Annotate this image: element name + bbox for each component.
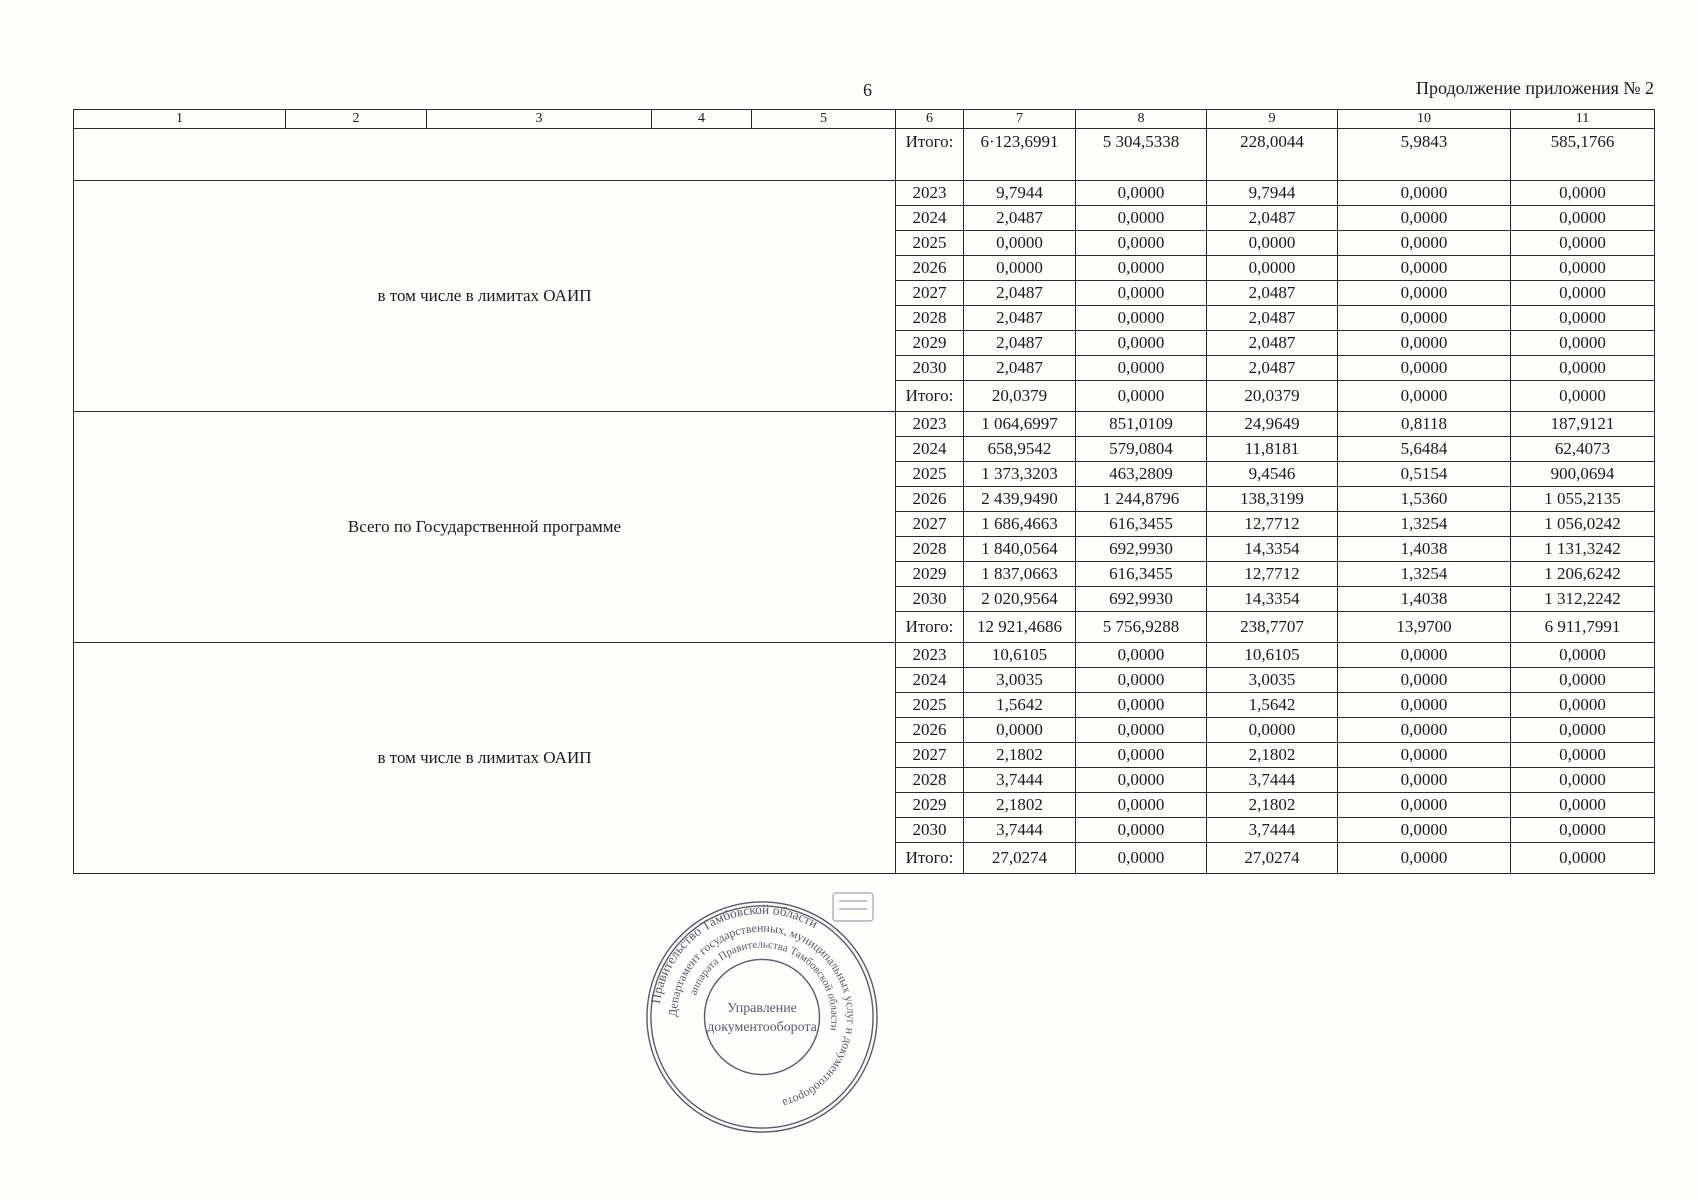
value-cell: 228,0044 — [1207, 129, 1338, 181]
value-cell: 14,3354 — [1207, 537, 1338, 562]
value-cell: 12 921,4686 — [964, 612, 1076, 643]
value-cell: 3,7444 — [964, 768, 1076, 793]
value-cell: 0,0000 — [1511, 231, 1655, 256]
value-cell: 1 373,3203 — [964, 462, 1076, 487]
value-cell: 1,5642 — [1207, 693, 1338, 718]
value-cell: 900,0694 — [1511, 462, 1655, 487]
value-cell: 0,0000 — [1076, 668, 1207, 693]
value-cell: 24,9649 — [1207, 412, 1338, 437]
year-cell: 2030 — [896, 356, 964, 381]
value-cell: 2,1802 — [964, 793, 1076, 818]
value-cell: 0,0000 — [1076, 718, 1207, 743]
year-cell: 2024 — [896, 668, 964, 693]
value-cell: 851,0109 — [1076, 412, 1207, 437]
value-cell: 0,0000 — [1338, 643, 1511, 668]
value-cell: 5,9843 — [1338, 129, 1511, 181]
value-cell: 3,0035 — [964, 668, 1076, 693]
section-label: в том числе в лимитах ОАИП — [74, 181, 896, 412]
year-cell: 2023 — [896, 181, 964, 206]
value-cell: 1 055,2135 — [1511, 487, 1655, 512]
value-cell: 0,0000 — [1338, 843, 1511, 874]
value-cell: 5 304,5338 — [1076, 129, 1207, 181]
top-total-row — [74, 129, 1655, 181]
value-cell: 0,0000 — [1076, 231, 1207, 256]
value-cell: 0,0000 — [1076, 768, 1207, 793]
value-cell: 27,0274 — [964, 843, 1076, 874]
value-cell: 187,9121 — [1511, 412, 1655, 437]
value-cell: 0,0000 — [1076, 181, 1207, 206]
value-cell: 0,0000 — [1338, 793, 1511, 818]
year-cell: 2026 — [896, 487, 964, 512]
header-cell: 11 — [1511, 110, 1655, 129]
value-cell: 0,0000 — [1076, 381, 1207, 412]
year-cell: 2030 — [896, 818, 964, 843]
value-cell: 0,0000 — [1076, 206, 1207, 231]
value-cell: 20,0379 — [964, 381, 1076, 412]
value-cell: 1 686,4663 — [964, 512, 1076, 537]
header-cell: 5 — [752, 110, 896, 129]
value-cell: 0,0000 — [1076, 793, 1207, 818]
value-cell: 0,0000 — [1338, 181, 1511, 206]
value-cell: 9,7944 — [1207, 181, 1338, 206]
value-cell: 2,0487 — [1207, 206, 1338, 231]
value-cell: 0,0000 — [964, 256, 1076, 281]
stamp-center-line2: документооборота — [707, 1019, 817, 1035]
value-cell: 2,0487 — [964, 206, 1076, 231]
value-cell: 10,6105 — [1207, 643, 1338, 668]
header-row — [74, 110, 1655, 129]
value-cell: 0,0000 — [1511, 693, 1655, 718]
header-cell: 9 — [1207, 110, 1338, 129]
value-cell: 0,0000 — [1511, 181, 1655, 206]
table-body — [74, 110, 1655, 874]
value-cell: 585,1766 — [1511, 129, 1655, 181]
value-cell: 0,0000 — [1511, 743, 1655, 768]
value-cell: 0,5154 — [1338, 462, 1511, 487]
budget-table — [73, 109, 1655, 874]
value-cell: 13,9700 — [1338, 612, 1511, 643]
value-cell: 0,0000 — [1076, 281, 1207, 306]
value-cell: 2,0487 — [1207, 306, 1338, 331]
value-cell: 3,7444 — [1207, 768, 1338, 793]
official-stamp — [643, 898, 881, 1136]
value-cell: 0,0000 — [1338, 668, 1511, 693]
value-cell: 9,4546 — [1207, 462, 1338, 487]
value-cell: 0,0000 — [1076, 818, 1207, 843]
value-cell: 1,4038 — [1338, 587, 1511, 612]
value-cell: 3,7444 — [1207, 818, 1338, 843]
value-cell: 2 020,9564 — [964, 587, 1076, 612]
year-cell: 2026 — [896, 256, 964, 281]
year-row — [74, 643, 1655, 668]
year-cell: 2025 — [896, 462, 964, 487]
year-cell: 2029 — [896, 562, 964, 587]
value-cell: 2,1802 — [1207, 743, 1338, 768]
value-cell: 0,0000 — [1511, 306, 1655, 331]
value-cell: 0,0000 — [1511, 843, 1655, 874]
value-cell: 0,0000 — [1511, 768, 1655, 793]
value-cell: 2,0487 — [964, 306, 1076, 331]
value-cell: 692,9930 — [1076, 587, 1207, 612]
value-cell: 0,0000 — [1511, 256, 1655, 281]
year-cell: 2030 — [896, 587, 964, 612]
value-cell: 238,7707 — [1207, 612, 1338, 643]
value-cell: 10,6105 — [964, 643, 1076, 668]
header-cell: 8 — [1076, 110, 1207, 129]
year-row — [74, 181, 1655, 206]
value-cell: 3,7444 — [964, 818, 1076, 843]
value-cell: 1,3254 — [1338, 562, 1511, 587]
value-cell: 12,7712 — [1207, 512, 1338, 537]
value-cell: 62,4073 — [1511, 437, 1655, 462]
stamp-center-line1: Управление — [727, 1001, 797, 1017]
value-cell: 616,3455 — [1076, 562, 1207, 587]
value-cell: 6 911,7991 — [1511, 612, 1655, 643]
value-cell: 0,0000 — [1338, 231, 1511, 256]
value-cell: 0,0000 — [1511, 281, 1655, 306]
total-label: Итого: — [896, 843, 964, 874]
value-cell: 5,6484 — [1338, 437, 1511, 462]
value-cell: 0,0000 — [1511, 643, 1655, 668]
value-cell: 1,3254 — [1338, 512, 1511, 537]
header-cell: 3 — [427, 110, 652, 129]
value-cell: 1 064,6997 — [964, 412, 1076, 437]
year-cell: 2027 — [896, 512, 964, 537]
value-cell: 2,0487 — [1207, 331, 1338, 356]
value-cell: 2,0487 — [1207, 281, 1338, 306]
value-cell: 0,0000 — [1511, 818, 1655, 843]
value-cell: 0,0000 — [1338, 743, 1511, 768]
value-cell: 0,0000 — [1338, 356, 1511, 381]
value-cell: 0,0000 — [1511, 206, 1655, 231]
value-cell: 2,0487 — [1207, 356, 1338, 381]
year-cell: 2024 — [896, 206, 964, 231]
value-cell: 1,5642 — [964, 693, 1076, 718]
value-cell: 0,0000 — [1076, 306, 1207, 331]
year-cell: 2025 — [896, 231, 964, 256]
page-number: 6 — [863, 80, 872, 100]
value-cell: 6·123,6991 — [964, 129, 1076, 181]
total-label: Итого: — [896, 612, 964, 643]
value-cell: 0,0000 — [1511, 331, 1655, 356]
value-cell: 0,0000 — [1338, 306, 1511, 331]
value-cell: 0,0000 — [1338, 281, 1511, 306]
value-cell: 0,0000 — [1511, 793, 1655, 818]
stamp-middle-text: Департамент государственных, муниципальных услуг и документооборота — [665, 920, 859, 1111]
total-label: Итого: — [896, 381, 964, 412]
year-cell: 2025 — [896, 693, 964, 718]
value-cell: 2,0487 — [964, 281, 1076, 306]
header-cell: 10 — [1338, 110, 1511, 129]
continuation-title: Продолжение приложения № 2 — [1416, 78, 1655, 98]
section-label: Всего по Государственной программе — [74, 412, 896, 643]
value-cell: 0,0000 — [964, 231, 1076, 256]
value-cell: 1 056,0242 — [1511, 512, 1655, 537]
header-cell: 2 — [286, 110, 427, 129]
year-cell: 2028 — [896, 768, 964, 793]
section-label: в том числе в лимитах ОАИП — [74, 643, 896, 874]
value-cell: 0,0000 — [964, 718, 1076, 743]
value-cell: 1,5360 — [1338, 487, 1511, 512]
header-cell: 6 — [896, 110, 964, 129]
year-cell: 2028 — [896, 306, 964, 331]
value-cell: 1 840,0564 — [964, 537, 1076, 562]
value-cell: 2 439,9490 — [964, 487, 1076, 512]
value-cell: 0,0000 — [1338, 693, 1511, 718]
value-cell: 5 756,9288 — [1076, 612, 1207, 643]
value-cell: 0,0000 — [1511, 381, 1655, 412]
value-cell: 14,3354 — [1207, 587, 1338, 612]
value-cell: 0,0000 — [1511, 668, 1655, 693]
value-cell: 11,8181 — [1207, 437, 1338, 462]
value-cell: 658,9542 — [964, 437, 1076, 462]
value-cell: 2,0487 — [964, 331, 1076, 356]
year-cell: 2024 — [896, 437, 964, 462]
stamp-fragment-mark — [829, 887, 877, 927]
value-cell: 616,3455 — [1076, 512, 1207, 537]
value-cell: 0,0000 — [1207, 256, 1338, 281]
value-cell: 0,0000 — [1076, 643, 1207, 668]
value-cell: 3,0035 — [1207, 668, 1338, 693]
value-cell: 463,2809 — [1076, 462, 1207, 487]
value-cell: 2,1802 — [1207, 793, 1338, 818]
value-cell: 0,0000 — [1511, 356, 1655, 381]
value-cell: 2,1802 — [964, 743, 1076, 768]
empty-label-cell — [74, 129, 896, 181]
value-cell: 0,0000 — [1076, 256, 1207, 281]
value-cell: 0,0000 — [1207, 231, 1338, 256]
year-cell: 2028 — [896, 537, 964, 562]
stamp-inner-text: аппарата Правительства Тамбовской области — [687, 938, 841, 1032]
year-cell: 2029 — [896, 793, 964, 818]
value-cell: 2,0487 — [964, 356, 1076, 381]
value-cell: 0,8118 — [1338, 412, 1511, 437]
year-cell: 2023 — [896, 412, 964, 437]
value-cell: 0,0000 — [1338, 768, 1511, 793]
year-cell: 2023 — [896, 643, 964, 668]
value-cell: 0,0000 — [1076, 843, 1207, 874]
year-cell: 2026 — [896, 718, 964, 743]
value-cell: 0,0000 — [1076, 693, 1207, 718]
value-cell: 27,0274 — [1207, 843, 1338, 874]
value-cell: 138,3199 — [1207, 487, 1338, 512]
value-cell: 0,0000 — [1338, 206, 1511, 231]
value-cell: 0,0000 — [1338, 818, 1511, 843]
value-cell: 0,0000 — [1511, 718, 1655, 743]
value-cell: 692,9930 — [1076, 537, 1207, 562]
value-cell: 9,7944 — [964, 181, 1076, 206]
total-label: Итого: — [896, 129, 964, 181]
value-cell: 0,0000 — [1076, 356, 1207, 381]
value-cell: 0,0000 — [1338, 718, 1511, 743]
value-cell: 20,0379 — [1207, 381, 1338, 412]
value-cell: 0,0000 — [1338, 331, 1511, 356]
value-cell: 1 837,0663 — [964, 562, 1076, 587]
value-cell: 579,0804 — [1076, 437, 1207, 462]
value-cell: 1 312,2242 — [1511, 587, 1655, 612]
header-cell: 7 — [964, 110, 1076, 129]
header-cell: 4 — [652, 110, 752, 129]
value-cell: 0,0000 — [1076, 331, 1207, 356]
value-cell: 1 206,6242 — [1511, 562, 1655, 587]
stamp-outer-text: Правительство Тамбовской области — [647, 901, 821, 1005]
year-row — [74, 412, 1655, 437]
value-cell: 0,0000 — [1207, 718, 1338, 743]
value-cell: 0,0000 — [1338, 256, 1511, 281]
header-cell: 1 — [74, 110, 286, 129]
value-cell: 1 244,8796 — [1076, 487, 1207, 512]
year-cell: 2027 — [896, 743, 964, 768]
value-cell: 1 131,3242 — [1511, 537, 1655, 562]
year-cell: 2029 — [896, 331, 964, 356]
value-cell: 0,0000 — [1338, 381, 1511, 412]
value-cell: 12,7712 — [1207, 562, 1338, 587]
value-cell: 1,4038 — [1338, 537, 1511, 562]
value-cell: 0,0000 — [1076, 743, 1207, 768]
year-cell: 2027 — [896, 281, 964, 306]
